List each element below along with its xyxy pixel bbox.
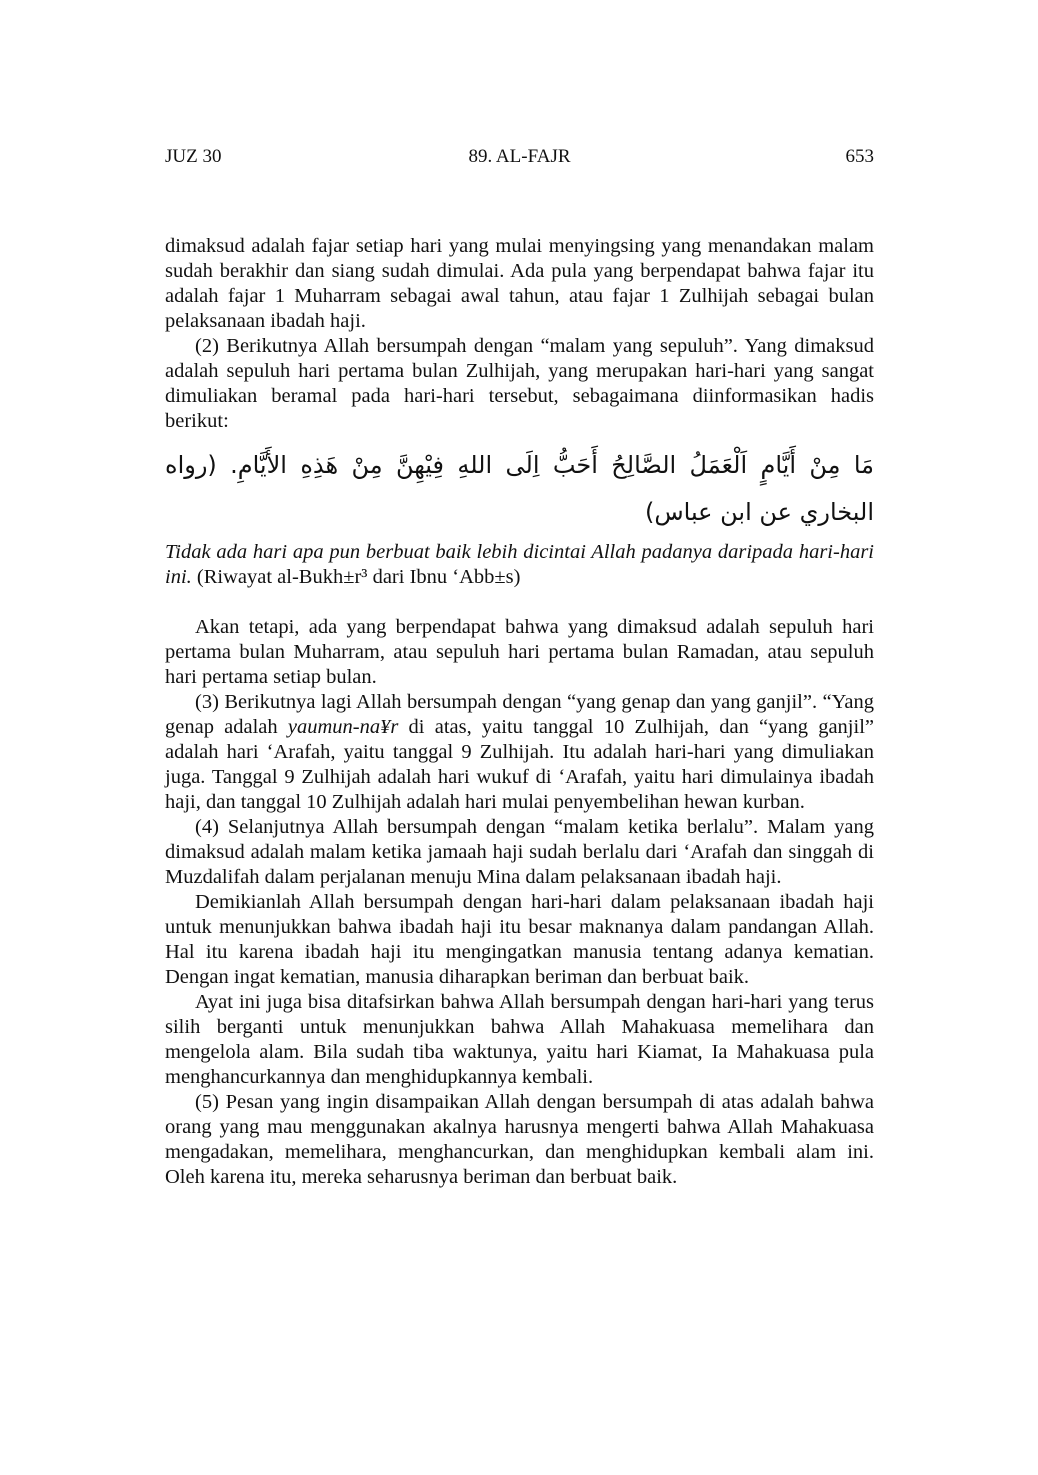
- translation-text: Tidak ada hari apa pun berbuat baik lebih dicintai Allah padanya daripada hari-hari ini.: [165, 541, 874, 588]
- juz-label: JUZ 30: [165, 146, 222, 167]
- hadith-translation: [165, 540, 874, 590]
- arabic-hadith: مَا مِنْ أَيَّامٍ اَلْعَمَلُ الصَّالِحُ أَحَبُّ اِلَى اللهِ فِيْهِنَّ مِنْ هَذِهِ الأَيَّامِ. (رواه البخاري عن ابن عباس): [165, 451, 874, 526]
- page-number: 653: [845, 146, 874, 167]
- paragraph-5: (4) Selanjutnya Allah bersumpah dengan “malam ketika berlalu”. Malam yang dimaksud adalah malam ketika jamaah haji sudah berlalu dari ‘Arafah dan singgah di Muzdalifah dalam perjalanan menuju Mina dalam pelaksanaan ibadah haji.: [165, 816, 874, 888]
- paragraph-2: (2) Berikutnya Allah bersumpah dengan “malam yang sepuluh”. Yang dimaksud adalah sepuluh hari pertama bulan Zulhijah, yang merupakan hari-hari yang sangat dimuliakan beramal pada hari-hari tersebut, sebagaimana diinformasikan hadis berikut:: [165, 335, 874, 432]
- page-header: [165, 146, 874, 172]
- paragraph-6: Demikianlah Allah bersumpah dengan hari-hari dalam pelaksanaan ibadah haji untuk menunjukkan bahwa ibadah haji itu besar maknanya dalam pandangan Allah. Hal itu karena ibadah haji itu mengingatkan manusia tentang adanya kematian. Dengan ingat kematian, manusia diharapkan beriman dan berbuat baik.: [165, 891, 874, 988]
- surah-title: 89. AL-FAJR: [468, 146, 571, 167]
- paragraph-4: [165, 690, 874, 815]
- paragraph-7: Ayat ini juga bisa ditafsirkan bahwa Allah bersumpah dengan hari-hari yang terus silih berganti untuk menunjukkan bahwa Allah Mahakuasa memelihara dan mengelola alam. Bila sudah tiba waktunya, yaitu hari Kiamat, Ia Mahakuasa pula menghancurkannya dan menghidupkannya kembali.: [165, 991, 874, 1088]
- paragraph-4-part-b: di atas, yaitu tanggal 10 Zulhijah, dan “yang ganjil” adalah hari ‘Arafah, yaitu tanggal 9 Zulhijah. Itu adalah hari-hari yang dimuliakan juga. Tanggal 9 Zulhijah adalah hari wukuf di ‘Arafah, yaitu hari dimulainya ibadah haji, dan tanggal 10 Zulhijah adalah hari mulai penyembelihan hewan kurban.: [165, 716, 874, 813]
- paragraph-4-part-a: (3) Berikutnya lagi Allah bersumpah dengan “yang genap dan yang ganjil”. “Yang genap adalah: [165, 691, 874, 738]
- page-body: [165, 234, 874, 1190]
- paragraph-4-italic-term: yaumun-na¥r: [287, 716, 399, 738]
- paragraph-8: (5) Pesan yang ingin disampaikan Allah dengan bersumpah di atas adalah bahwa orang yang mau menggunakan akalnya harusnya mengerti bahwa Allah Mahakuasa mengadakan, memelihara, menghancurkan, dan menghidupkan kembali alam ini. Oleh karena itu, mereka seharusnya beriman dan berbuat baik.: [165, 1091, 874, 1188]
- translation-source: (Riwayat al-Bukh±r³ dari Ibnu ‘Abb±s): [191, 566, 521, 588]
- paragraph-1: dimaksud adalah fajar setiap hari yang mulai menyingsing yang menandakan malam sudah berakhir dan siang sudah dimulai. Ada pula yang berpendapat bahwa fajar itu adalah fajar 1 Muharram sebagai awal tahun, atau fajar 1 Zulhijah sebagai bulan pelaksanaan ibadah haji.: [165, 235, 874, 332]
- paragraph-3: Akan tetapi, ada yang berpendapat bahwa yang dimaksud adalah sepuluh hari pertama bulan Muharram, atau sepuluh hari pertama bulan Ramadan, atau sepuluh hari pertama setiap bulan.: [165, 616, 874, 688]
